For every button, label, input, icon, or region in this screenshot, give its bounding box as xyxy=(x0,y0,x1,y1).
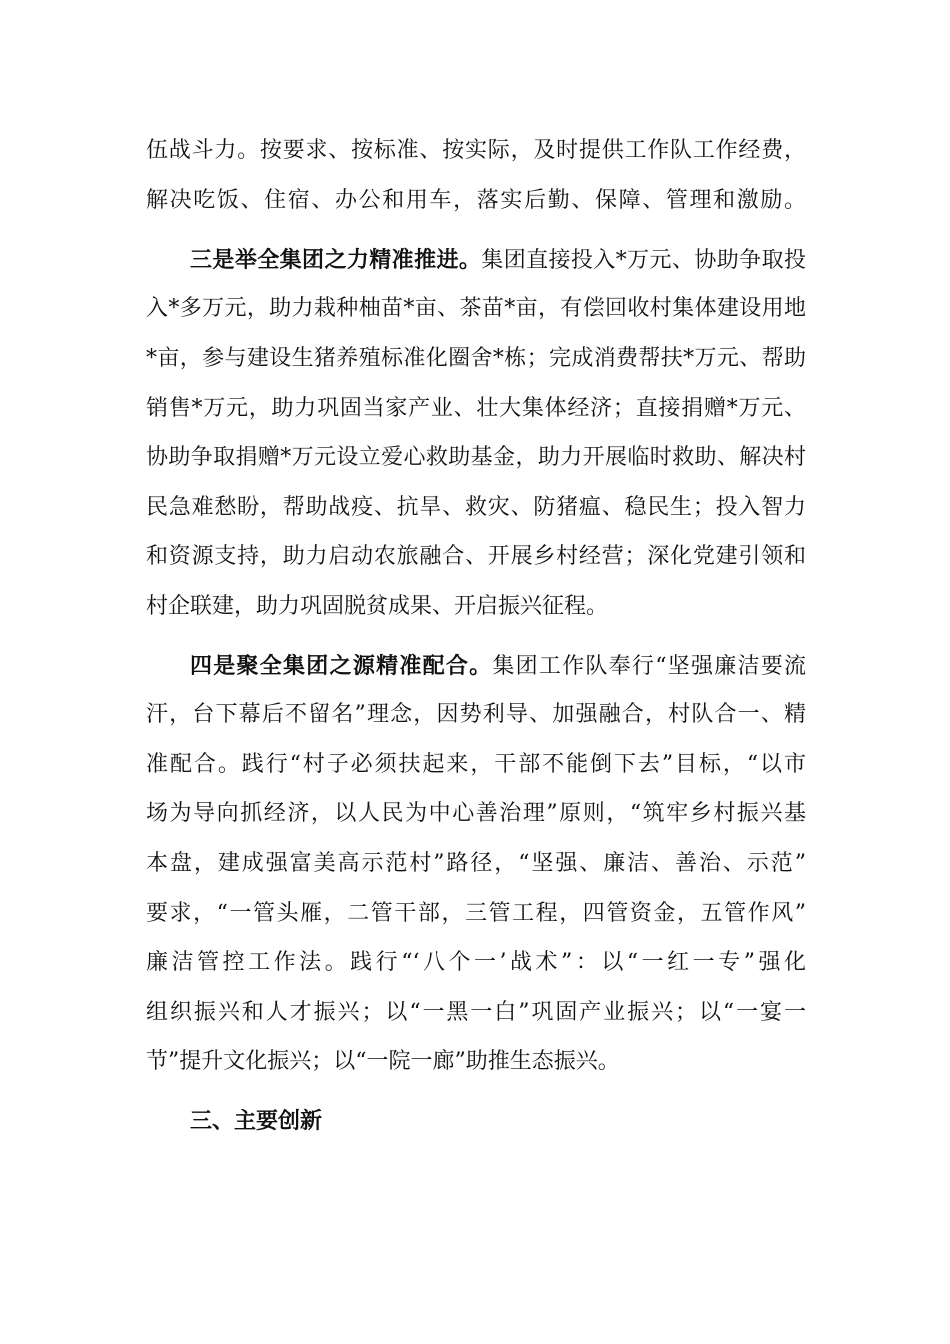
body-line-1 xyxy=(146,131,806,171)
line-text: 组织振兴和人才振兴；以“一黑一白”巩固产业振兴；以“一宴一 xyxy=(146,1000,806,1025)
body-line-6 xyxy=(146,389,806,429)
line-text: 本盘，建成强富美高示范村”路径，“坚强、廉洁、善治、示范” xyxy=(146,851,806,876)
paragraph-3-first-line xyxy=(190,240,806,280)
body-line-5 xyxy=(146,339,806,379)
body-line-16 xyxy=(146,894,806,934)
paragraph-lead: 四是聚全集团之源精准配合。 xyxy=(190,653,493,679)
line-text: 协助争取捐赠*万元设立爱心救助基金，助力开展临时救助、解决村 xyxy=(146,445,806,470)
line-text: 伍战斗力。按要求、按标准、按实际，及时提供工作队工作经费， xyxy=(146,138,806,163)
line-text: 要求，“一管头雁，二管干部，三管工程，四管资金，五管作风” xyxy=(146,901,806,926)
line-text: 准配合。践行“村子必须扶起来，干部不能倒下去”目标，“以市 xyxy=(146,752,806,777)
body-line-10 xyxy=(146,587,806,627)
section-heading: 三、主要创新 xyxy=(190,1108,323,1134)
body-line-2 xyxy=(146,181,806,221)
body-line-9 xyxy=(146,537,806,577)
line-text: 入*多万元，助力栽种柚苗*亩、茶苗*亩，有偿回收村集体建设用地 xyxy=(146,296,806,321)
paragraph-4-first-line xyxy=(190,646,806,686)
line-text: 村企联建，助力巩固脱贫成果、开启振兴征程。 xyxy=(146,594,609,619)
line-text: 节”提升文化振兴；以“一院一廊”助推生态振兴。 xyxy=(146,1049,620,1074)
line-text: *亩，参与建设生猪养殖标准化圈舍*栋；完成消费帮扶*万元、帮助 xyxy=(146,346,806,371)
line-text: 民急难愁盼，帮助战疫、抗旱、救灾、防猪瘟、稳民生；投入智力 xyxy=(146,495,806,520)
body-line-17 xyxy=(146,943,806,983)
body-line-12 xyxy=(146,695,806,735)
body-line-4 xyxy=(146,289,806,329)
line-text: 廉洁管控工作法。践行“‘八个一’战术”：以“一红一专”强化 xyxy=(146,950,806,975)
body-line-18 xyxy=(146,993,806,1033)
line-text: 解决吃饭、住宿、办公和用车，落实后勤、保障、管理和激励。 xyxy=(146,188,806,213)
body-line-15 xyxy=(146,844,806,884)
body-line-13 xyxy=(146,745,806,785)
body-line-14 xyxy=(146,794,806,834)
line-text: 销售*万元，助力巩固当家产业、壮大集体经济；直接捐赠*万元、 xyxy=(146,396,806,421)
line-text: 集团直接投入*万元、协助争取投 xyxy=(481,248,806,273)
line-text: 汗，台下幕后不留名”理念，因势利导、加强融合，村队合一、精 xyxy=(146,702,806,727)
body-line-7 xyxy=(146,438,806,478)
body-line-8 xyxy=(146,488,806,528)
line-text: 场为导向抓经济，以人民为中心善治理”原则，“筑牢乡村振兴基 xyxy=(146,801,806,826)
line-text: 和资源支持，助力启动农旅融合、开展乡村经营；深化党建引领和 xyxy=(146,544,806,569)
body-line-19 xyxy=(146,1042,806,1082)
line-text: 集团工作队奉行“坚强廉洁要流 xyxy=(492,654,806,679)
paragraph-lead: 三是举全集团之力精准推进。 xyxy=(190,247,482,273)
